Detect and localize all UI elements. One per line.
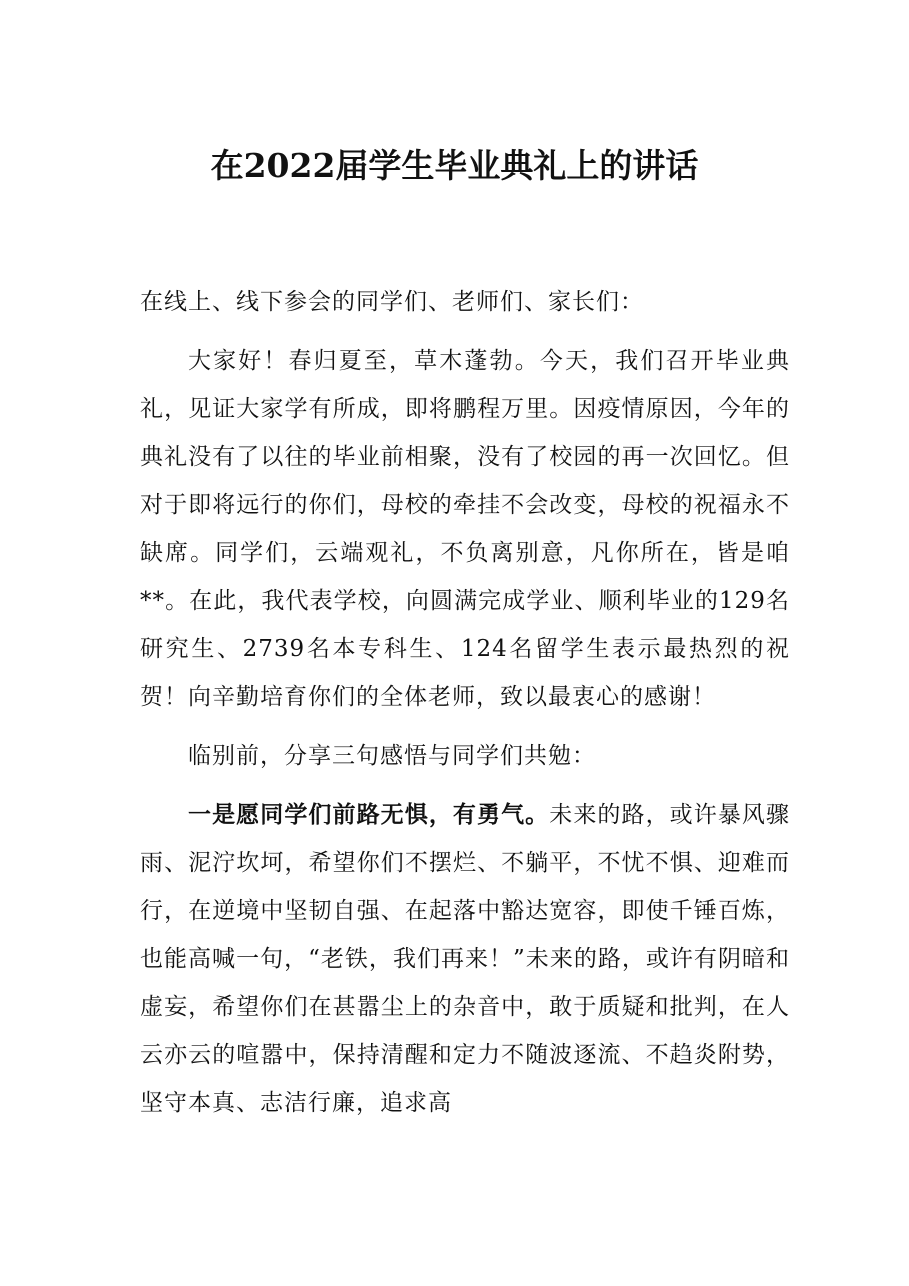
point-one-text: 未来的路，或许暴风骤雨、泥泞坎坷，希望你们不摆烂、不躺平，不忧不惧、迎难而行，在逆境中坚韧自强、在起落中豁达宽容，即使千锤百炼，也能高喊一句，“老铁，我们再来！”未来的路，或许有阴暗和虚妄，希望你们在甚嚣尘上的杂音中，敢于质疑和批判，在人云亦云的喧嚣中，保持清醒和定力不随波逐流、不趋炎附势，坚守本真、志洁行廉，追求高: [140, 802, 791, 1116]
point-one-heading: 一是愿同学们前路无惧，有勇气。: [188, 801, 550, 828]
paragraph-intro: 临别前，分享三句感悟与同学们共勉：: [188, 743, 596, 769]
paragraph-point-one: [140, 791, 790, 1127]
document-body: [140, 278, 790, 1138]
document-title: 在2022届学生毕业典礼上的讲话: [210, 146, 699, 185]
paragraph-greeting: 大家好！春归夏至，草木蓬勃。今天，我们召开毕业典礼，见证大家学有所成，即将鹏程万里。因疫情原因，今年的典礼没有了以往的毕业前相聚，没有了校园的再一次回忆。但对于即将远行的你们，母校的牵挂不会改变，母校的祝福永不缺席。同学们，云端观礼，不负离别意，凡你所在，皆是咱**。在此，我代表学校，向圆满完成学业、顺利毕业的129名研究生、2739名本专科生、124名留学生表示最热烈的祝贺！向辛勤培育你们的全体老师，致以最衷心的感谢！: [140, 348, 790, 710]
salutation: 在线上、线下参会的同学们、老师们、家长们：: [140, 289, 644, 315]
